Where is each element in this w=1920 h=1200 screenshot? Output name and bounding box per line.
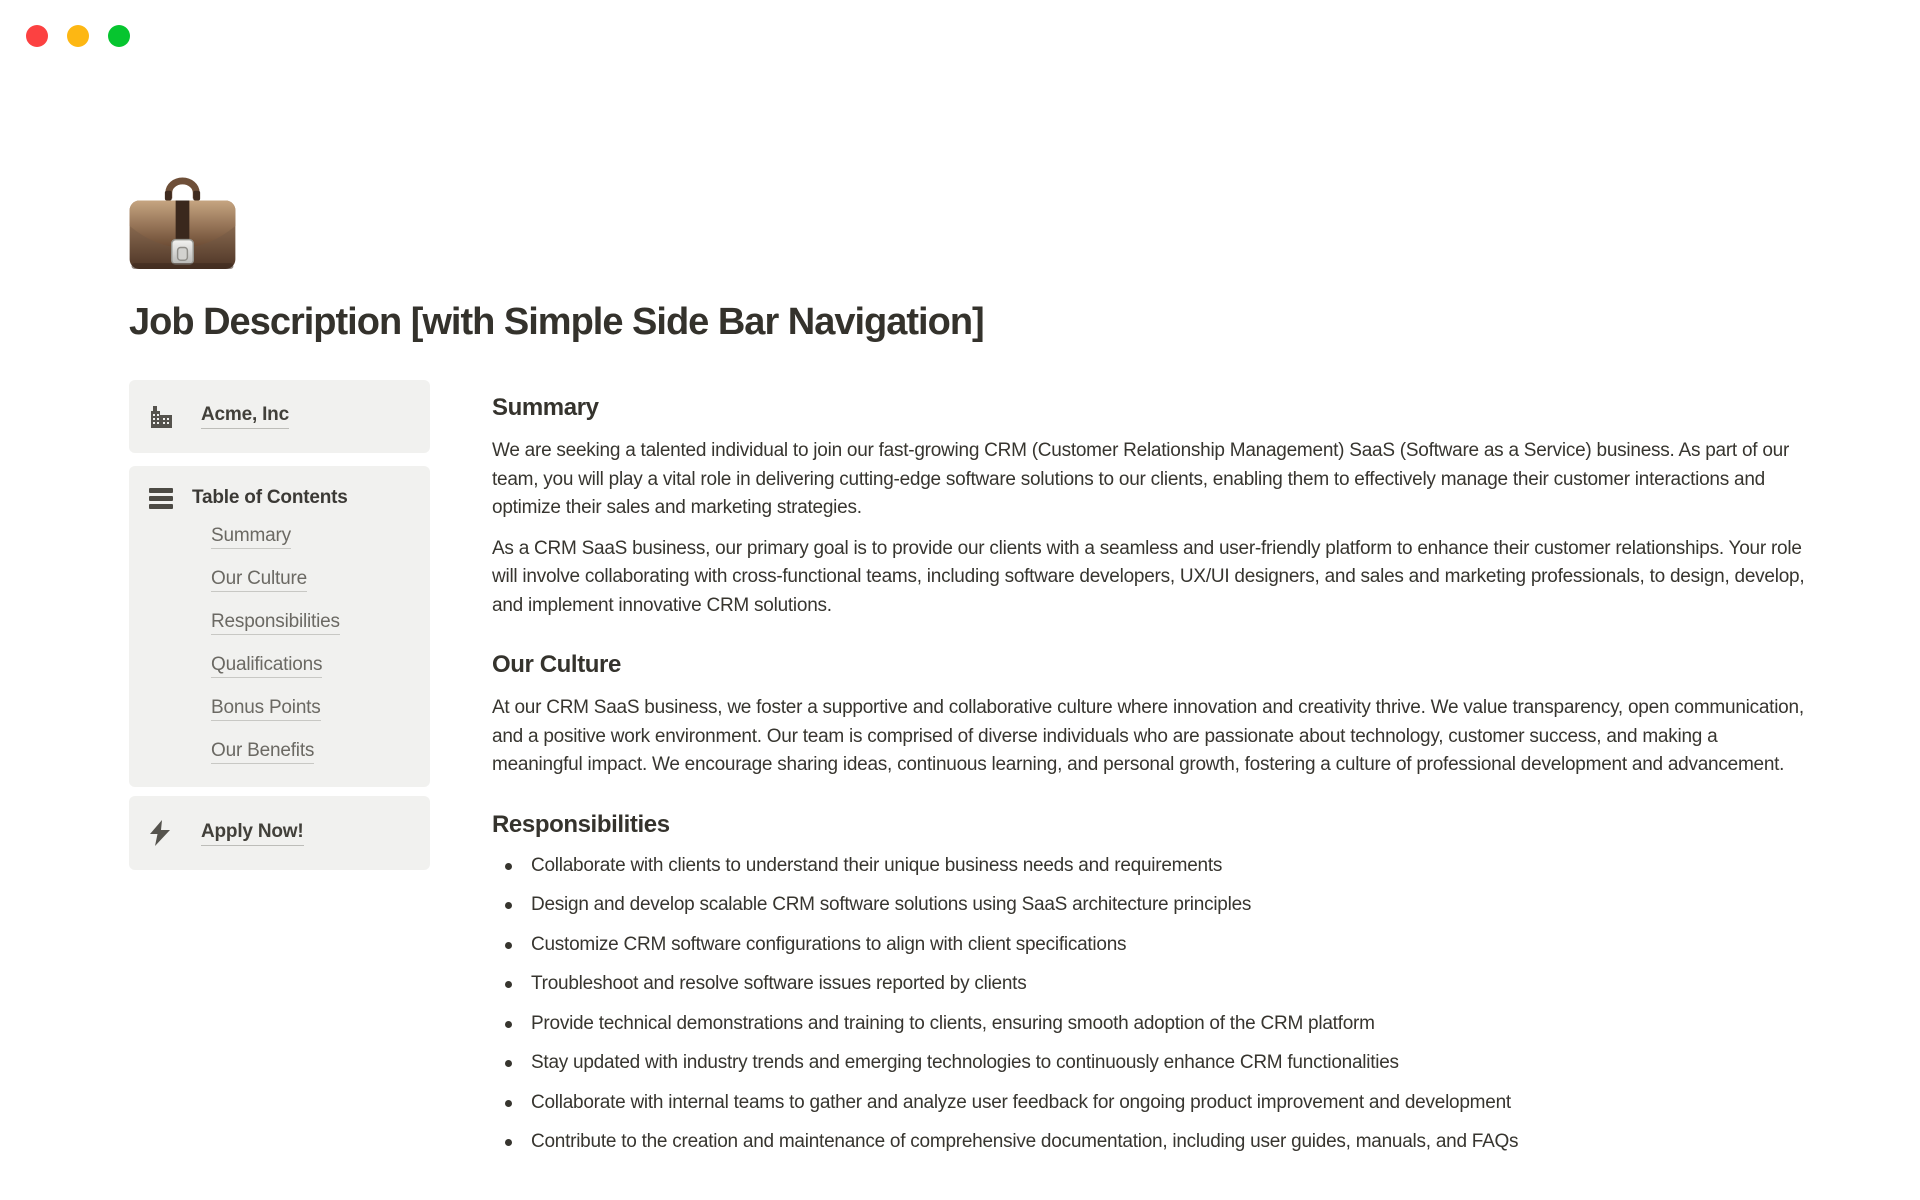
sidebar: [129, 380, 430, 1168]
list-item: Contribute to the creation and maintenance of comprehensive documentation, including user guides, manuals, and FAQs: [492, 1128, 1812, 1157]
list-item: Stay updated with industry trends and emerging technologies to continuously enhance CRM functionalities: [492, 1049, 1812, 1078]
page-title: Job Description [with Simple Side Bar Navigation]: [129, 301, 984, 343]
paragraph: As a CRM SaaS business, our primary goal is to provide our clients with a seamless and user-friendly platform to enhance their customer relationships. Your role will involve collaborating with cross-functional teams, including software developers, UX/UI designers, and sales and marketing professionals, to design, develop, and implement innovative CRM solutions.: [492, 537, 1805, 616]
toc-link-our-benefits[interactable]: Our Benefits: [211, 740, 314, 764]
list-item: Customize CRM software configurations to align with client specifications: [492, 931, 1812, 960]
lightning-icon: [148, 819, 176, 847]
toc-link-responsibilities[interactable]: Responsibilities: [211, 611, 340, 635]
office-building-icon: [148, 403, 176, 430]
responsibilities-list: [492, 852, 1812, 1157]
toc-link-qualifications[interactable]: Qualifications: [211, 654, 322, 678]
list-item: Collaborate with clients to understand their unique business needs and requirements: [492, 852, 1812, 881]
toc-link-summary[interactable]: Summary: [211, 525, 291, 549]
toc-item: [211, 609, 411, 636]
toc-item: [211, 695, 411, 722]
window-controls: [26, 25, 130, 47]
list-item: Provide technical demonstrations and training to clients, ensuring smooth adoption of the CRM platform: [492, 1010, 1812, 1039]
toc-title: Table of Contents: [192, 487, 348, 508]
close-button[interactable]: [26, 25, 48, 47]
list-item: Design and develop scalable CRM software solutions using SaaS architecture principles: [492, 891, 1812, 920]
table-of-contents-card: [129, 466, 430, 787]
toc-link-our-culture[interactable]: Our Culture: [211, 568, 307, 592]
paragraph: We are seeking a talented individual to join our fast-growing CRM (Customer Relationship Management) SaaS (Software as a Service) business. As part of our team, you will play a vital role in delivering cutting-edge software solutions to our clients, enabling them to effectively manage their customer interactions and optimize their sales and marketing strategies.: [492, 440, 1790, 518]
company-card: [129, 380, 430, 453]
toc-item: [211, 566, 411, 593]
zoom-button[interactable]: [108, 25, 130, 47]
briefcase-icon[interactable]: [129, 177, 236, 271]
section-heading: Summary: [492, 394, 599, 421]
toc-link-list: [211, 523, 411, 765]
section-heading: Responsibilities: [492, 810, 670, 838]
list-item: Troubleshoot and resolve software issues reported by clients: [492, 970, 1812, 999]
toc-link-bonus-points[interactable]: Bonus Points: [211, 697, 321, 721]
apply-now-card: [129, 796, 430, 870]
toc-item: [211, 738, 411, 765]
list-item: Collaborate with internal teams to gather and analyze user feedback for ongoing product improvement and development: [492, 1089, 1812, 1118]
minimize-button[interactable]: [67, 25, 89, 47]
section-our-culture: [492, 650, 1812, 780]
toc-item: [211, 523, 411, 550]
section-responsibilities: [492, 810, 1812, 1157]
company-link[interactable]: Acme, Inc: [201, 404, 289, 429]
document-page: [0, 177, 1920, 1168]
menu-icon: [149, 488, 173, 509]
toc-item: [211, 652, 411, 679]
apply-now-link[interactable]: Apply Now!: [201, 821, 304, 846]
paragraph: At our CRM SaaS business, we foster a supportive and collaborative culture where innovation and creativity thrive. We value transparency, open communication, and a positive work environment. Our team is comprised of diverse individuals who are passionate about technology, customer success, and making a meaningful impact. We encourage sharing ideas, continuous learning, and personal growth, fostering a culture of professional development and advancement.: [492, 697, 1804, 775]
section-summary: [492, 393, 1812, 620]
section-heading: Our Culture: [492, 651, 621, 678]
main-content: [492, 380, 1812, 1168]
